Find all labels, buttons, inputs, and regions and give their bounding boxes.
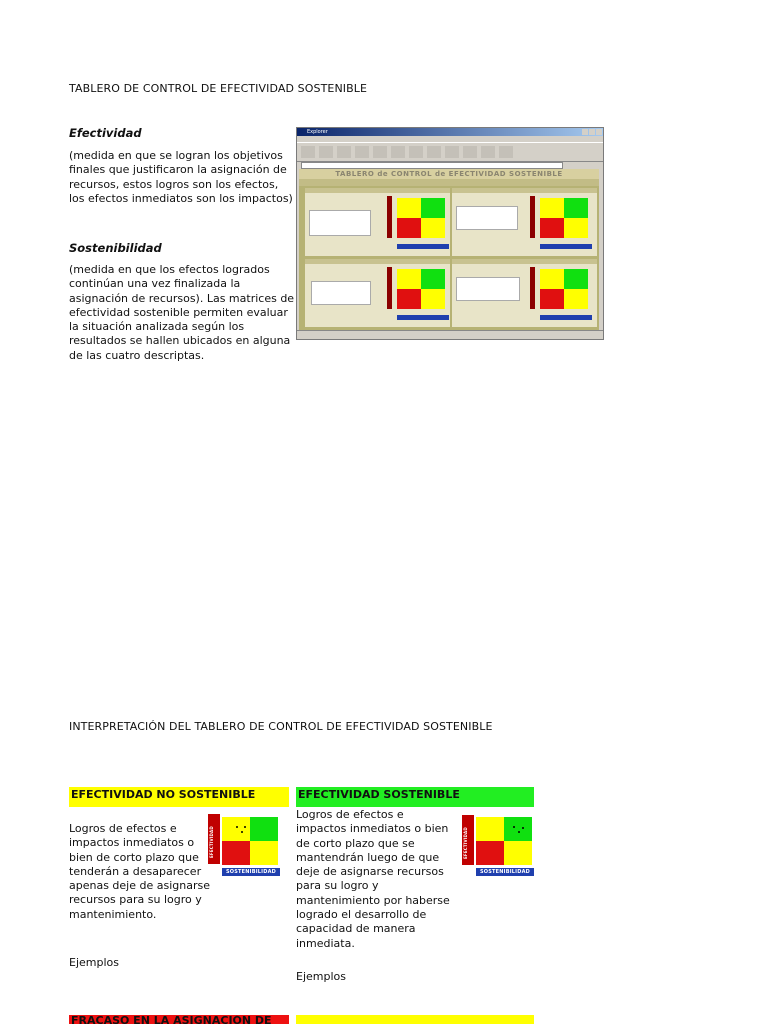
status-bar [297,330,603,339]
quadrant-2 [452,188,597,256]
sostenibilidad-axis-label: SOSTENIBILIDAD [225,869,276,875]
card-3-title: FRACASO EN LA ASIGNACIÓN DE [69,1015,289,1024]
matrix-icon-no-sostenible [208,812,282,877]
efectividad-text: (medida en que se logran los objetivos finales que justificaron la asignación de recursos, estos logros son los efectos, los efectos inmediatos son los impactos) [69,149,293,205]
efectividad-axis-label: EFECTIVIDAD [209,826,214,858]
dashboard-controls [299,179,599,186]
card-4-title [296,1015,534,1024]
page-title: TABLERO DE CONTROL DE EFECTIVIDAD SOSTENIBLE [69,82,368,95]
card-1-title: EFECTIVIDAD NO SOSTENIBLE [69,787,289,807]
window-title: Explorer [307,129,328,135]
dashboard-screenshot [296,127,604,340]
matrix-icon-sostenible [462,813,536,878]
interpretacion-heading: INTERPRETACIÓN DEL TABLERO DE CONTROL DE EFECTIVIDAD SOSTENIBLE [69,720,493,733]
efectividad-title: Efectividad [69,126,142,140]
toolbar [297,142,603,162]
window-buttons [582,129,602,135]
card-2-examples: Ejemplos [296,970,346,983]
card-1-text: Logros de efectos e impactos inmediatos o bien de corto plazo que tenderán a desaparecer apenas deje de asignarse recursos para su logro y mantenimiento. [69,822,210,921]
card-2-title: EFECTIVIDAD SOSTENIBLE [296,787,534,807]
quadrant-1 [305,188,450,256]
window-titlebar [297,128,603,136]
sostenibilidad-title: Sostenibilidad [69,241,162,255]
dashboard-title: TABLERO de CONTROL de EFECTIVIDAD SOSTENIBLE [299,169,599,179]
dashboard-page [299,169,599,331]
card-1-examples: Ejemplos [69,956,119,969]
quadrant-3 [305,259,450,327]
quadrant-4 [452,259,597,327]
card-2-text: Logros de efectos e impactos inmediatos o bien de corto plazo que se mantendrán luego de que deje de asignarse recursos para su logro y mantenimiento por haberse logrado el desarrollo de capacidad de manera inmediata. [296,808,450,950]
sostenibilidad-axis-label: SOSTENIBILIDAD [479,869,530,875]
efectividad-axis-label: EFECTIVIDAD [463,827,468,859]
address-bar [297,162,603,169]
sostenibilidad-text: (medida en que los efectos logrados continúan una vez finalizada la asignación de recursos). Las matrices de efectividad sostenible permiten evaluar la situación analizada según los resultados se hallen ubicados en alguna de las cuatro descriptas. [69,263,295,362]
